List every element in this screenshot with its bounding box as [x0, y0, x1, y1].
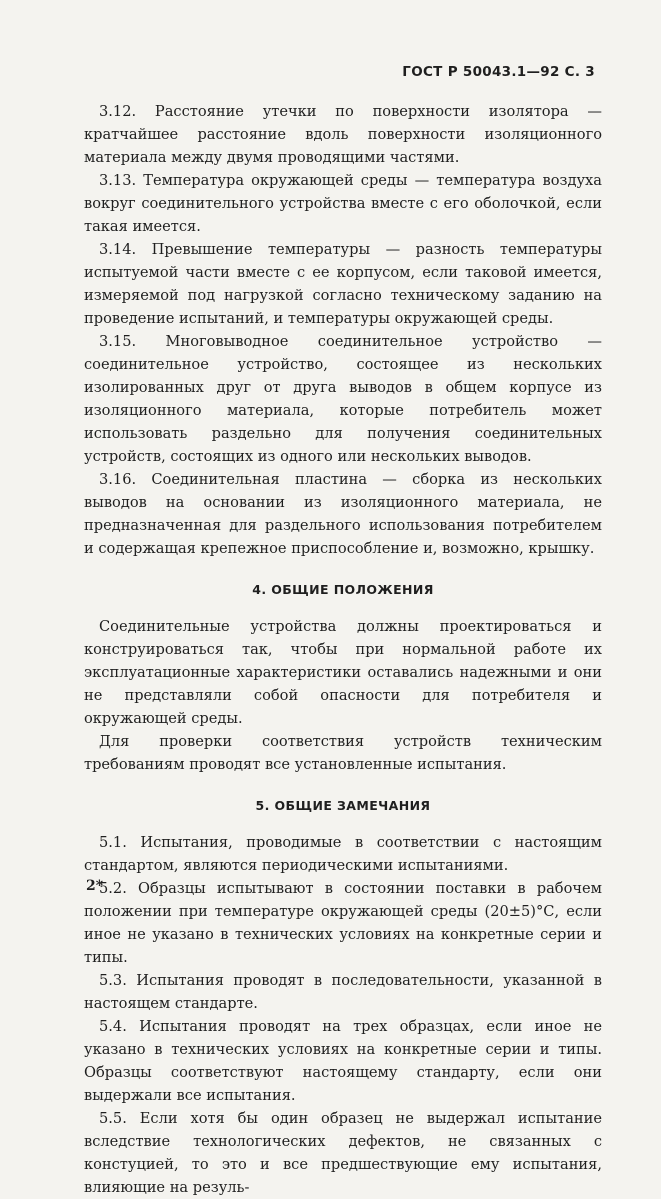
section-4-paragraph: Для проверки соответствия устройств техническим требованиям проводят все установленные испытания.: [84, 733, 602, 773]
clause-3-15: 3.15. Многовыводное соединительное устройство — соединительное устройство, состоящее из нескольких изолированных друг от друга выводов в общем корпусе из изоляционного материала, которые потребитель может использовать раздельно для получения соединительных устройств, состоящих из одного или нескольких выводов.: [84, 333, 602, 465]
section-5-title: 5. ОБЩИЕ ЗАМЕЧАНИЯ: [255, 798, 431, 813]
page-footer-mark: 2*: [86, 878, 104, 894]
clause-5-2: 5.2. Образцы испытывают в состоянии поставки в рабочем положении при температуре окружающей среды (20±5)°С, если иное не указано в технических условиях на конкретные серии и типы.: [84, 880, 602, 966]
clause-3-13: 3.13. Температура окружающей среды — температура воздуха вокруг соединительного устройства вместе с его оболочкой, если такая имеется.: [84, 172, 602, 235]
page-header: ГОСТ Р 50043.1—92 С. 3: [402, 64, 595, 80]
document-body: [84, 100, 602, 1199]
clause-3-12: 3.12. Расстояние утечки по поверхности изолятора — кратчайшее расстояние вдоль поверхности изоляционного материала между двумя проводящими частями.: [84, 103, 602, 166]
clause-3-16: 3.16. Соединительная пластина — сборка из нескольких выводов на основании из изоляционного материала, не предназначенная для раздельного использования потребителем и содержащая крепежное приспособление и, возможно, крышку.: [84, 471, 602, 557]
clause-5-1: 5.1. Испытания, проводимые в соответствии с настоящим стандартом, являются периодическими испытаниями.: [84, 834, 602, 874]
clause-5-3: 5.3. Испытания проводят в последовательности, указанной в настоящем стандарте.: [84, 972, 602, 1012]
clause-5-5: 5.5. Если хотя бы один образец не выдержал испытание вследствие технологических дефектов, не связанных с констуцией, то это и все предшествующие ему испытания, влияющие на резуль-: [84, 1110, 602, 1196]
section-4-title: 4. ОБЩИЕ ПОЛОЖЕНИЯ: [252, 582, 434, 597]
section-4-paragraph: Соединительные устройства должны проектироваться и конструироваться так, чтобы при нормальной работе их эксплуатационные характеристики оставались надежными и они не представляли собой опасности для потребителя и окружающей среды.: [84, 618, 602, 727]
clause-3-14: 3.14. Превышение температуры — разность температуры испытуемой части вместе с ее корпусом, если таковой имеется, измеряемой под нагрузкой согласно техническому заданию на проведение испытаний, и температуры окружающей среды.: [84, 241, 602, 327]
clause-5-4: 5.4. Испытания проводят на трех образцах, если иное не указано в технических условиях на конкретные серии и типы. Образцы соответствуют настоящему стандарту, если они выдержали все испытания.: [84, 1018, 602, 1104]
